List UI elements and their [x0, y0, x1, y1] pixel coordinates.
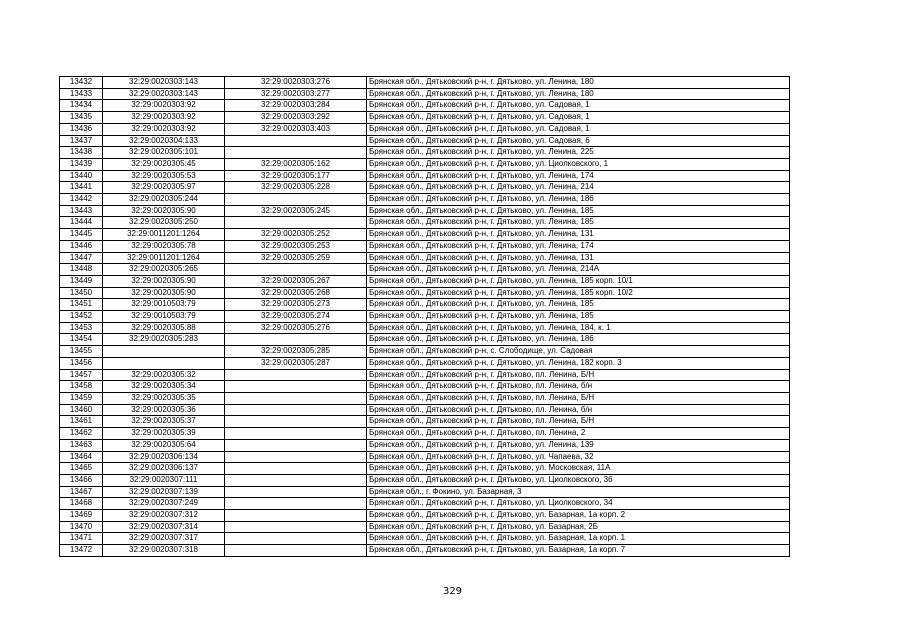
building-cadastral-number-cell — [225, 439, 367, 451]
address-cell: Брянская обл., Дятьковский р-н, г. Дятьково, ул. Ленина, 184, к. 1 — [367, 322, 790, 334]
table-row — [60, 322, 790, 334]
row-number-cell: 13452 — [60, 311, 103, 323]
building-cadastral-number-cell — [225, 334, 367, 346]
row-number-cell: 13442 — [60, 194, 103, 206]
parcel-cadastral-number-cell: 32:29:0020307:317 — [103, 533, 225, 545]
parcel-cadastral-number-cell: 32:29:0020304:133 — [103, 135, 225, 147]
building-cadastral-number-cell: 32:29:0020305:252 — [225, 229, 367, 241]
address-cell: Брянская обл., Дятьковский р-н, г. Дятьково, ул. Ленина, 131 — [367, 252, 790, 264]
table-row — [60, 252, 790, 264]
parcel-cadastral-number-cell: 32:29:0020303:92 — [103, 112, 225, 124]
table-row — [60, 287, 790, 299]
row-number-cell: 13440 — [60, 170, 103, 182]
table-row — [60, 112, 790, 124]
parcel-cadastral-number-cell: 32:29:0020305:37 — [103, 416, 225, 428]
address-cell: Брянская обл., Дятьковский р-н, г. Дятьково, ул. Ленина, 180 — [367, 88, 790, 100]
parcel-cadastral-number-cell: 32:29:0020305:35 — [103, 392, 225, 404]
building-cadastral-number-cell — [225, 545, 367, 557]
parcel-cadastral-number-cell: 32:29:0020307:318 — [103, 545, 225, 557]
table-row — [60, 275, 790, 287]
parcel-cadastral-number-cell: 32:29:0020305:53 — [103, 170, 225, 182]
table-row — [60, 205, 790, 217]
address-cell: Брянская обл., Дятьковский р-н, г. Дятьково, ул. Ленина, 139 — [367, 439, 790, 451]
address-cell: Брянская обл., Дятьковский р-н, г. Дятьково, ул. Ленина, 174 — [367, 240, 790, 252]
parcel-cadastral-number-cell — [103, 346, 225, 358]
table-row — [60, 77, 790, 89]
row-number-cell: 13439 — [60, 158, 103, 170]
building-cadastral-number-cell — [225, 194, 367, 206]
building-cadastral-number-cell — [225, 369, 367, 381]
address-cell: Брянская обл., Дятьковский р-н, г. Дятьково, ул. Ленина, 225 — [367, 147, 790, 159]
table-row — [60, 510, 790, 522]
building-cadastral-number-cell — [225, 521, 367, 533]
table-row — [60, 545, 790, 557]
address-cell: Брянская обл., Дятьковский р-н, г. Дятьково, ул. Циолковского, 36 — [367, 474, 790, 486]
parcel-cadastral-number-cell: 32:29:0020306:137 — [103, 463, 225, 475]
parcel-cadastral-number-cell: 32:29:0020303:143 — [103, 77, 225, 89]
row-number-cell: 13445 — [60, 229, 103, 241]
building-cadastral-number-cell: 32:29:0020305:287 — [225, 357, 367, 369]
parcel-cadastral-number-cell: 32:29:0020305:88 — [103, 322, 225, 334]
row-number-cell: 13449 — [60, 275, 103, 287]
row-number-cell: 13441 — [60, 182, 103, 194]
building-cadastral-number-cell — [225, 474, 367, 486]
row-number-cell: 13470 — [60, 521, 103, 533]
row-number-cell: 13434 — [60, 100, 103, 112]
row-number-cell: 13455 — [60, 346, 103, 358]
address-cell: Брянская обл., Дятьковский р-н, г. Дятьково, ул. Ленина, 185 корп. 10/2 — [367, 287, 790, 299]
parcel-cadastral-number-cell: 32:29:0020305:250 — [103, 217, 225, 229]
table-row — [60, 381, 790, 393]
table-row — [60, 299, 790, 311]
building-cadastral-number-cell — [225, 510, 367, 522]
row-number-cell: 13461 — [60, 416, 103, 428]
page-number: 329 — [442, 586, 463, 597]
row-number-cell: 13458 — [60, 381, 103, 393]
row-number-cell: 13438 — [60, 147, 103, 159]
address-cell: Брянская обл., Дятьковский р-н, г. Дятьково, ул. Ленина, 185 — [367, 311, 790, 323]
address-cell: Брянская обл., Дятьковский р-н, г. Дятьково, ул. Чапаева, 32 — [367, 451, 790, 463]
building-cadastral-number-cell: 32:29:0020305:274 — [225, 311, 367, 323]
building-cadastral-number-cell: 32:29:0020305:267 — [225, 275, 367, 287]
row-number-cell: 13465 — [60, 463, 103, 475]
table-row — [60, 439, 790, 451]
building-cadastral-number-cell — [225, 498, 367, 510]
address-cell: Брянская обл., Дятьковский р-н, г. Дятьково, ул. Ленина, 186 — [367, 194, 790, 206]
parcel-cadastral-number-cell: 32:29:0020305:265 — [103, 264, 225, 276]
table-row — [60, 428, 790, 440]
building-cadastral-number-cell — [225, 264, 367, 276]
parcel-cadastral-number-cell: 32:29:0020305:32 — [103, 369, 225, 381]
address-cell: Брянская обл., Дятьковский р-н, г. Дятьково, пл. Ленина, Б/Н — [367, 392, 790, 404]
row-number-cell: 13457 — [60, 369, 103, 381]
address-cell: Брянская обл., Дятьковский р-н, с. Слободище, ул. Садовая — [367, 346, 790, 358]
building-cadastral-number-cell — [225, 147, 367, 159]
row-number-cell: 13464 — [60, 451, 103, 463]
table-row — [60, 123, 790, 135]
address-cell: Брянская обл., Дятьковский р-н, г. Дятьково, ул. Циолковского, 1 — [367, 158, 790, 170]
table-row — [60, 88, 790, 100]
building-cadastral-number-cell: 32:29:0020303:284 — [225, 100, 367, 112]
building-cadastral-number-cell — [225, 451, 367, 463]
parcel-cadastral-number-cell: 32:29:0020307:312 — [103, 510, 225, 522]
row-number-cell: 13468 — [60, 498, 103, 510]
row-number-cell: 13443 — [60, 205, 103, 217]
table-row — [60, 229, 790, 241]
parcel-cadastral-number-cell: 32:29:0020305:39 — [103, 428, 225, 440]
address-cell: Брянская обл., Дятьковский р-н, г. Дятьково, ул. Садовая, 1 — [367, 123, 790, 135]
building-cadastral-number-cell: 32:29:0020305:162 — [225, 158, 367, 170]
row-number-cell: 13459 — [60, 392, 103, 404]
table-row — [60, 170, 790, 182]
parcel-cadastral-number-cell: 32:29:0020307:314 — [103, 521, 225, 533]
table-row — [60, 158, 790, 170]
table-row — [60, 311, 790, 323]
parcel-cadastral-number-cell: 32:29:0020305:101 — [103, 147, 225, 159]
parcel-cadastral-number-cell: 32:29:0010503:79 — [103, 299, 225, 311]
parcel-cadastral-number-cell: 32:29:0020305:244 — [103, 194, 225, 206]
row-number-cell: 13471 — [60, 533, 103, 545]
table-row — [60, 264, 790, 276]
row-number-cell: 13467 — [60, 486, 103, 498]
building-cadastral-number-cell: 32:29:0020303:276 — [225, 77, 367, 89]
building-cadastral-number-cell: 32:29:0020305:276 — [225, 322, 367, 334]
table-row — [60, 498, 790, 510]
parcel-cadastral-number-cell: 32:29:0020303:92 — [103, 100, 225, 112]
address-cell: Брянская обл., Дятьковский р-н, г. Дятьково, ул. Ленина, 214А — [367, 264, 790, 276]
parcel-cadastral-number-cell: 32:29:0020305:45 — [103, 158, 225, 170]
address-cell: Брянская обл., Дятьковский р-н, г. Дятьково, ул. Ленина, 182 корп. 3 — [367, 357, 790, 369]
table-row — [60, 521, 790, 533]
row-number-cell: 13456 — [60, 357, 103, 369]
row-number-cell: 13444 — [60, 217, 103, 229]
address-cell: Брянская обл., Дятьковский р-н, г. Дятьково, ул. Базарная, 1а корп. 2 — [367, 510, 790, 522]
table-row — [60, 147, 790, 159]
parcel-cadastral-number-cell — [103, 357, 225, 369]
building-cadastral-number-cell — [225, 463, 367, 475]
building-cadastral-number-cell: 32:29:0020303:403 — [225, 123, 367, 135]
parcel-cadastral-number-cell: 32:29:0011201:1264 — [103, 252, 225, 264]
table-row — [60, 334, 790, 346]
building-cadastral-number-cell: 32:29:0020305:245 — [225, 205, 367, 217]
parcel-cadastral-number-cell: 32:29:0020307:111 — [103, 474, 225, 486]
table-row — [60, 392, 790, 404]
parcel-cadastral-number-cell: 32:29:0020305:64 — [103, 439, 225, 451]
row-number-cell: 13435 — [60, 112, 103, 124]
building-cadastral-number-cell — [225, 392, 367, 404]
building-cadastral-number-cell — [225, 404, 367, 416]
address-cell: Брянская обл., Дятьковский р-н, г. Дятьково, ул. Ленина, 185 — [367, 205, 790, 217]
address-cell: Брянская обл., Дятьковский р-н, г. Дятьково, пл. Ленина, Б/Н — [367, 369, 790, 381]
table-row — [60, 357, 790, 369]
address-cell: Брянская обл., Дятьковский р-н, г. Дятьково, пл. Ленина, 2 — [367, 428, 790, 440]
address-cell: Брянская обл., Дятьковский р-н, г. Дятьково, ул. Ленина, 131 — [367, 229, 790, 241]
row-number-cell: 13447 — [60, 252, 103, 264]
building-cadastral-number-cell — [225, 381, 367, 393]
row-number-cell: 13453 — [60, 322, 103, 334]
parcel-cadastral-number-cell: 32:29:0020305:90 — [103, 287, 225, 299]
address-cell: Брянская обл., Дятьковский р-н, г. Дятьково, ул. Ленина, 214 — [367, 182, 790, 194]
row-number-cell: 13432 — [60, 77, 103, 89]
building-cadastral-number-cell: 32:29:0020305:228 — [225, 182, 367, 194]
row-number-cell: 13451 — [60, 299, 103, 311]
parcel-cadastral-number-cell: 32:29:0020305:36 — [103, 404, 225, 416]
parcel-cadastral-number-cell: 32:29:0020303:143 — [103, 88, 225, 100]
parcel-cadastral-number-cell: 32:29:0020307:249 — [103, 498, 225, 510]
table-body — [60, 77, 790, 557]
building-cadastral-number-cell: 32:29:0020303:292 — [225, 112, 367, 124]
parcel-cadastral-number-cell: 32:29:0011201:1264 — [103, 229, 225, 241]
parcel-cadastral-number-cell: 32:29:0010503:79 — [103, 311, 225, 323]
row-number-cell: 13437 — [60, 135, 103, 147]
building-cadastral-number-cell: 32:29:0020305:177 — [225, 170, 367, 182]
building-cadastral-number-cell: 32:29:0020305:268 — [225, 287, 367, 299]
table-row — [60, 240, 790, 252]
parcel-cadastral-number-cell: 32:29:0020303:92 — [103, 123, 225, 135]
table-row — [60, 463, 790, 475]
address-cell: Брянская обл., г. Фокино, ул. Базарная, 3 — [367, 486, 790, 498]
row-number-cell: 13463 — [60, 439, 103, 451]
row-number-cell: 13469 — [60, 510, 103, 522]
address-cell: Брянская обл., Дятьковский р-н, г. Дятьково, пл. Ленина, б/н — [367, 381, 790, 393]
row-number-cell: 13436 — [60, 123, 103, 135]
parcel-cadastral-number-cell: 32:29:0020305:90 — [103, 205, 225, 217]
address-cell: Брянская обл., Дятьковский р-н, г. Дятьково, ул. Циолковского, 34 — [367, 498, 790, 510]
row-number-cell: 13472 — [60, 545, 103, 557]
table-row — [60, 346, 790, 358]
address-cell: Брянская обл., Дятьковский р-н, г. Дятьково, ул. Ленина, 185 корп. 10/1 — [367, 275, 790, 287]
address-cell: Брянская обл., Дятьковский р-н, г. Дятьково, ул. Ленина, 185 — [367, 217, 790, 229]
address-cell: Брянская обл., Дятьковский р-н, г. Дятьково, ул. Московская, 11А — [367, 463, 790, 475]
property-registry-table — [59, 76, 790, 557]
row-number-cell: 13446 — [60, 240, 103, 252]
address-cell: Брянская обл., Дятьковский р-н, г. Дятьково, ул. Ленина, 180 — [367, 77, 790, 89]
building-cadastral-number-cell — [225, 135, 367, 147]
table-row — [60, 182, 790, 194]
building-cadastral-number-cell: 32:29:0020305:259 — [225, 252, 367, 264]
building-cadastral-number-cell: 32:29:0020303:277 — [225, 88, 367, 100]
address-cell: Брянская обл., Дятьковский р-н, г. Дятьково, пл. Ленина, Б/Н — [367, 416, 790, 428]
building-cadastral-number-cell: 32:29:0020305:273 — [225, 299, 367, 311]
table-row — [60, 369, 790, 381]
address-cell: Брянская обл., Дятьковский р-н, г. Дятьково, ул. Базарная, 1а корп. 7 — [367, 545, 790, 557]
address-cell: Брянская обл., Дятьковский р-н, г. Дятьково, ул. Садовая, 1 — [367, 112, 790, 124]
row-number-cell: 13460 — [60, 404, 103, 416]
row-number-cell: 13450 — [60, 287, 103, 299]
table-row — [60, 486, 790, 498]
row-number-cell: 13462 — [60, 428, 103, 440]
building-cadastral-number-cell — [225, 217, 367, 229]
building-cadastral-number-cell: 32:29:0020305:285 — [225, 346, 367, 358]
building-cadastral-number-cell — [225, 533, 367, 545]
table-row — [60, 533, 790, 545]
table-row — [60, 100, 790, 112]
address-cell: Брянская обл., Дятьковский р-н, г. Дятьково, ул. Садовая, 6 — [367, 135, 790, 147]
table-row — [60, 451, 790, 463]
row-number-cell: 13448 — [60, 264, 103, 276]
address-cell: Брянская обл., Дятьковский р-н, г. Дятьково, ул. Ленина, 185 — [367, 299, 790, 311]
address-cell: Брянская обл., Дятьковский р-н, г. Дятьково, ул. Ленина, 186 — [367, 334, 790, 346]
parcel-cadastral-number-cell: 32:29:0020305:34 — [103, 381, 225, 393]
row-number-cell: 13466 — [60, 474, 103, 486]
row-number-cell: 13454 — [60, 334, 103, 346]
parcel-cadastral-number-cell: 32:29:0020305:283 — [103, 334, 225, 346]
address-cell: Брянская обл., Дятьковский р-н, г. Дятьково, ул. Базарная, 1а корп. 1 — [367, 533, 790, 545]
address-cell: Брянская обл., Дятьковский р-н, г. Дятьково, ул. Садовая, 1 — [367, 100, 790, 112]
address-cell: Брянская обл., Дятьковский р-н, г. Дятьково, пл. Ленина, б/н — [367, 404, 790, 416]
table-row — [60, 217, 790, 229]
parcel-cadastral-number-cell: 32:29:0020307:139 — [103, 486, 225, 498]
address-cell: Брянская обл., Дятьковский р-н, г. Дятьково, ул. Ленина, 174 — [367, 170, 790, 182]
address-cell: Брянская обл., Дятьковский р-н, г. Дятьково, ул. Базарная, 2Б — [367, 521, 790, 533]
building-cadastral-number-cell — [225, 486, 367, 498]
table-row — [60, 194, 790, 206]
parcel-cadastral-number-cell: 32:29:0020305:78 — [103, 240, 225, 252]
table-row — [60, 135, 790, 147]
building-cadastral-number-cell — [225, 428, 367, 440]
parcel-cadastral-number-cell: 32:29:0020306:134 — [103, 451, 225, 463]
building-cadastral-number-cell: 32:29:0020305:253 — [225, 240, 367, 252]
table-row — [60, 404, 790, 416]
table-row — [60, 474, 790, 486]
row-number-cell: 13433 — [60, 88, 103, 100]
building-cadastral-number-cell — [225, 416, 367, 428]
parcel-cadastral-number-cell: 32:29:0020305:90 — [103, 275, 225, 287]
parcel-cadastral-number-cell: 32:29:0020305:97 — [103, 182, 225, 194]
table-row — [60, 416, 790, 428]
